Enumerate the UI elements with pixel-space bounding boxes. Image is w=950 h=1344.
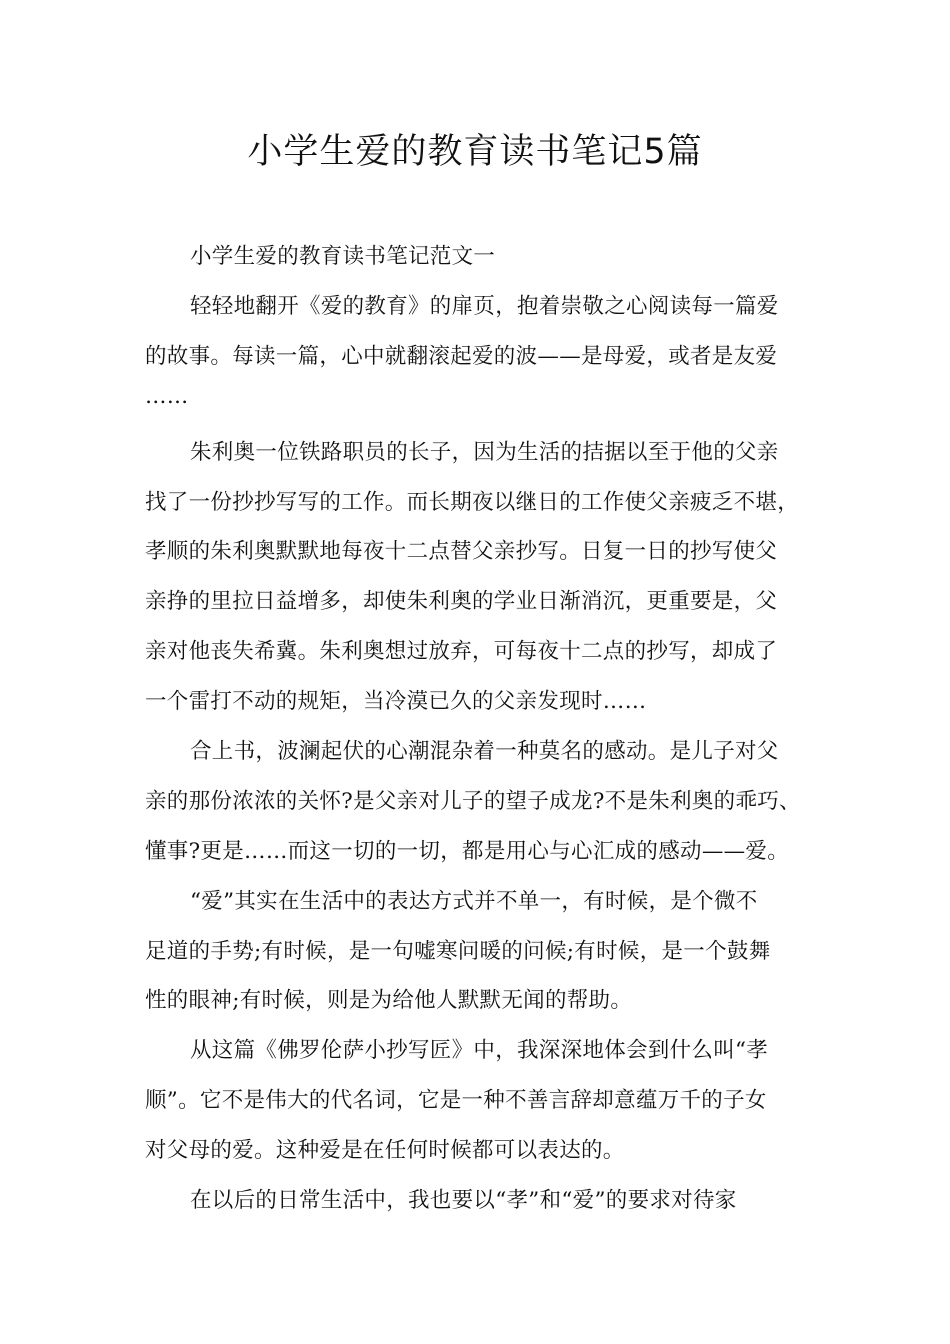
document-title: 小学生爱的教育读书笔记5篇 xyxy=(247,132,703,172)
paragraph-line: 合上书，波澜起伏的心潮混杂着一种莫名的感动。是儿子对父 xyxy=(190,739,779,765)
paragraph-line: “爱”其实在生活中的表达方式并不单一，有时候，是个微不 xyxy=(190,888,758,914)
paragraph-line: 在以后的日常生活中，我也要以“孝”和“爱”的要求对待家 xyxy=(190,1188,737,1214)
paragraph-line: 亲挣的里拉日益增多，却使朱利奥的学业日渐消沉，更重要是，父 xyxy=(145,589,778,615)
paragraph-line: 的故事。每读一篇，心中就翻滚起爱的波——是母爱，或者是友爱 xyxy=(145,343,778,369)
paragraph-line: 朱利奥一位铁路职员的长子，因为生活的拮据以至于他的父亲 xyxy=(190,439,779,465)
paragraph-line: 孝顺的朱利奥默默地每夜十二点替父亲抄写。日复一日的抄写使父 xyxy=(145,539,778,565)
paragraph-line: 从这篇《佛罗伦萨小抄写匠》中，我深深地体会到什么叫“孝 xyxy=(190,1038,769,1064)
paragraph-line: 足道的手势;有时候，是一句嘘寒问暖的问候;有时候，是一个鼓舞 xyxy=(145,938,771,964)
paragraph-line: 对父母的爱。这种爱是在任何时候都可以表达的。 xyxy=(145,1138,625,1164)
paragraph-line: 亲对他丧失希冀。朱利奥想过放弃，可每夜十二点的抄写，却成了 xyxy=(145,639,778,665)
paragraph-line: 顺”。它不是伟大的代名词，它是一种不善言辞却意蕴万千的子女 xyxy=(145,1088,767,1114)
section-heading: 小学生爱的教育读书笔记范文一 xyxy=(190,244,496,269)
document-body xyxy=(145,232,807,1226)
paragraph-line: 懂事?更是……而这一切的一切，都是用心与心汇成的感动——爱。 xyxy=(145,838,790,864)
paragraph-line: 找了一份抄抄写写的工作。而长期夜以继日的工作使父亲疲乏不堪， xyxy=(145,489,800,515)
paragraph-line: 轻轻地翻开《爱的教育》的扉页，抱着崇敬之心阅读每一篇爱 xyxy=(190,293,779,319)
paragraph-line: …… xyxy=(145,383,189,409)
paragraph-line: 性的眼神;有时候，则是为给他人默默无闻的帮助。 xyxy=(145,988,633,1014)
paragraph-line: 亲的那份浓浓的关怀?是父亲对儿子的望子成龙?不是朱利奥的乖巧、 xyxy=(145,788,801,814)
paragraph-line: 一个雷打不动的规矩，当冷漠已久的父亲发现时…… xyxy=(145,689,647,715)
